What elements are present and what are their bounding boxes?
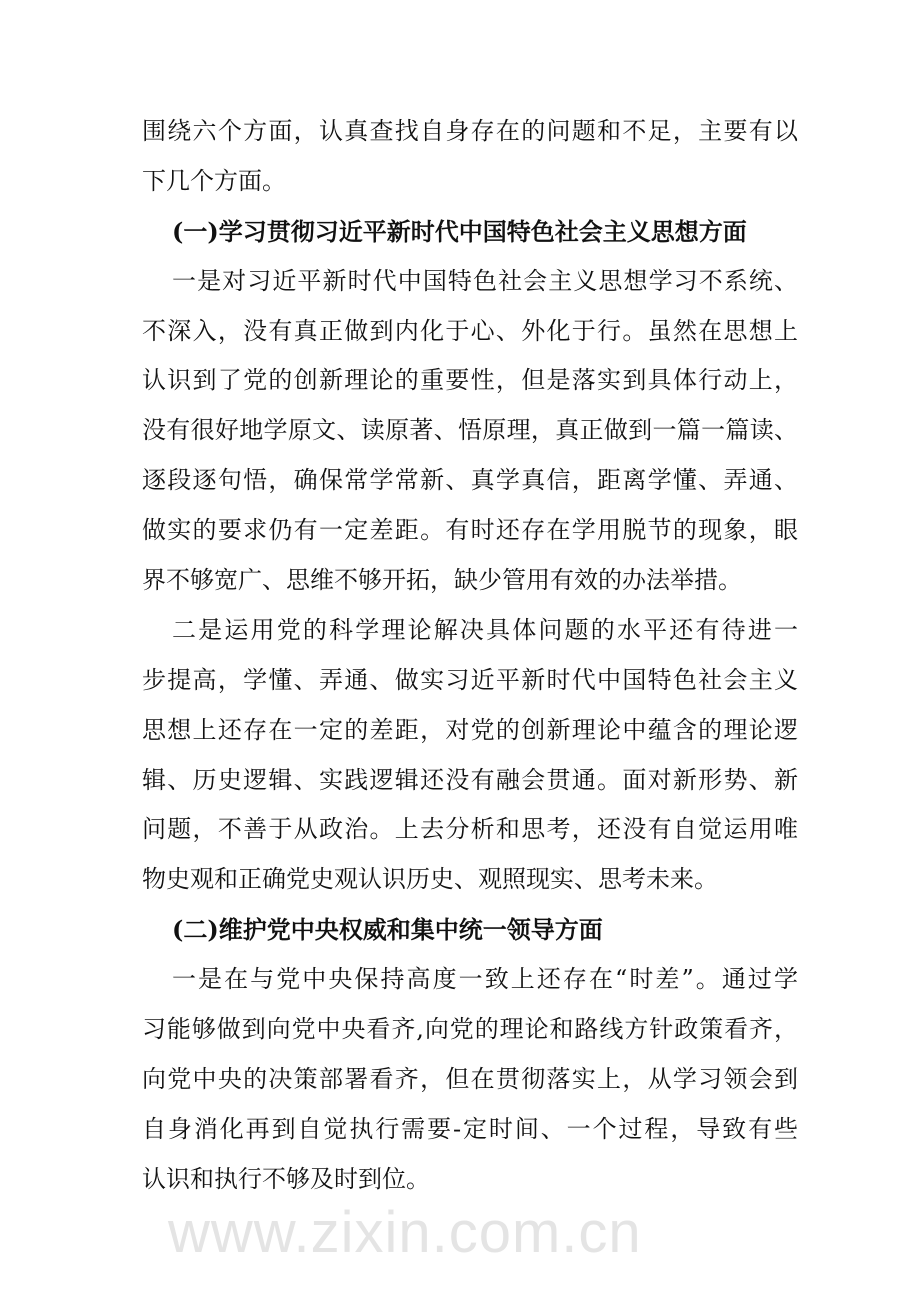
text-line: 问题，不善于从政治。上去分析和思考，还没有自觉运用唯 bbox=[142, 815, 798, 844]
watermark: www.zixin.com.cn bbox=[168, 1200, 642, 1265]
text-line: 二是运用党的科学理论解决具体问题的水平还有待进一 bbox=[172, 615, 798, 644]
document-body bbox=[142, 107, 798, 1205]
text-line: 向党中央的决策部署看齐，但在贯彻落实上，从学习领会到 bbox=[142, 1064, 798, 1093]
text-line: (二)维护党中央权威和集中统一领导方面 bbox=[172, 915, 603, 945]
text-line: 物史观和正确党史观认识历史、观照现实、思考未来。 bbox=[142, 865, 718, 894]
paragraph bbox=[142, 955, 798, 1204]
text-line: 步提高，学懂、弄通、做实习近平新时代中国特色社会主义 bbox=[142, 665, 798, 694]
text-line: 辑、历史逻辑、实践逻辑还没有融会贯通。面对新形势、新 bbox=[142, 765, 798, 794]
text-line: (一)学习贯彻习近平新时代中国特色社会主义思想方面 bbox=[172, 216, 747, 246]
text-line: 没有很好地学原文、读原著、悟原理，真正做到一篇一篇读、 bbox=[142, 416, 798, 445]
text-line: 认识和执行不够及时到位。 bbox=[142, 1164, 430, 1193]
text-line: 界不够宽广、思维不够开拓，缺少管用有效的办法举措。 bbox=[142, 566, 742, 595]
paragraph bbox=[142, 606, 798, 905]
text-line: 围绕六个方面，认真查找自身存在的问题和不足，主要有以 bbox=[142, 117, 798, 145]
text-line: 自身消化再到自觉执行需要-定时间、一个过程，导致有些 bbox=[142, 1114, 798, 1143]
text-line: 不深入，没有真正做到内化于心、外化于行。虽然在思想上 bbox=[142, 316, 798, 345]
section-heading bbox=[142, 207, 798, 257]
paragraph bbox=[142, 257, 798, 606]
text-line: 习能够做到向党中央看齐,向党的理论和路线方针政策看齐， bbox=[142, 1015, 798, 1044]
text-line: 逐段逐句悟，确保常学常新、真学真信，距离学懂、弄通、 bbox=[142, 466, 798, 495]
text-line: 认识到了党的创新理论的重要性，但是落实到具体行动上， bbox=[142, 366, 798, 395]
text-line: 下几个方面。 bbox=[142, 166, 286, 195]
section-heading bbox=[142, 905, 798, 955]
text-line: 一是在与党中央保持高度一致上还存在“时差”。通过学 bbox=[172, 965, 798, 994]
text-line: 一是对习近平新时代中国特色社会主义思想学习不系统、 bbox=[172, 266, 798, 295]
paragraph bbox=[142, 107, 798, 207]
text-line: 思想上还存在一定的差距，对党的创新理论中蕴含的理论逻 bbox=[142, 715, 798, 744]
text-line: 做实的要求仍有一定差距。有时还存在学用脱节的现象，眼 bbox=[142, 516, 798, 545]
